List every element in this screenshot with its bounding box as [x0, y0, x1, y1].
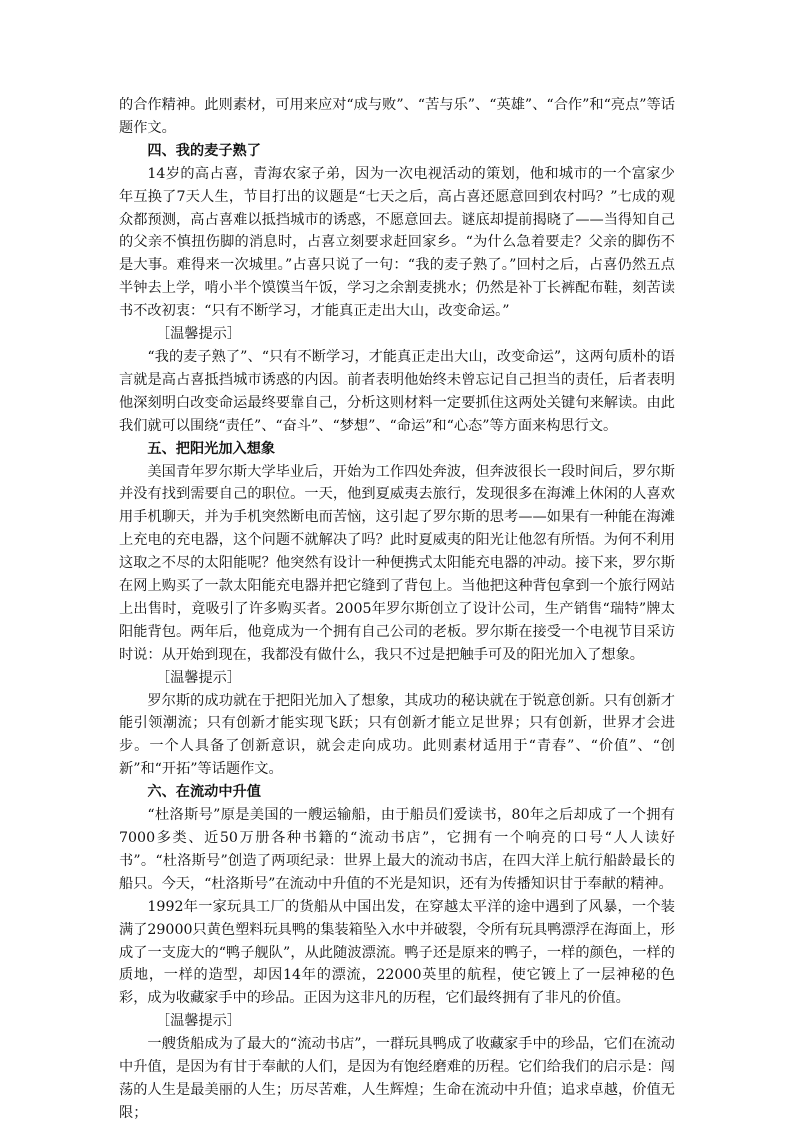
paragraph: 14岁的高占喜，青海农家子弟，因为一次电视活动的策划，他和城市的一个富家少年互换了7天人生，节目打出的议题是“七天之后，高占喜还愿意回到农村吗？”七成的观众都预测，高占喜难以抵挡城市的诱惑，不愿意回去。谜底却提前揭晓了——当得知自己的父亲不慎扭伤脚的消息时，占喜立刻要求赶回家乡。“为什么急着要走？父亲的脚伤不是大事。难得来一次城里。”占喜只说了一句：“我的麦子熟了。”回村之后，占喜仍然五点半钟去上学，啃小半个馍馍当午饭，学习之余割麦挑水；仍然是补丁长裤配布鞋，刻苦读书不改初衷：“只有不断学习，才能真正走出大山，改变命运。” — [119, 165, 675, 320]
paragraph: 美国青年罗尔斯大学毕业后，开始为工作四处奔波，但奔波很长一段时间后，罗尔斯并没有找到需要自己的职位。一天，他到夏威夷去旅行，发现很多在海滩上休闲的人喜欢用手机聊天，并为手机突然断电而苦恼，这引起了罗尔斯的思考——如果有一种能在海滩上充电的充电器，这个问题不就解决了吗？此时夏威夷的阳光让他忽有所悟。为何不利用这取之不尽的太阳能呢？他突然有设计一种便携式太阳能充电器的冲动。接下来，罗尔斯在网上购买了一款太阳能充电器并把它缝到了背包上。当他把这种背包拿到一个旅行网站上出售时，竟吸引了许多购买者。2005年罗尔斯创立了设计公司，生产销售“瑞特”牌太阳能背包。两年后，他竟成为一个拥有自己公司的老板。罗尔斯在接受一个电视节目采访时说：从开始到现在，我都没有做什么，我只不过是把触手可及的阳光加入了想象。 — [119, 463, 675, 663]
tip-label: ［温馨提示］ — [155, 669, 242, 686]
paragraph: 1992年一家玩具工厂的货船从中国出发，在穿越太平洋的途中遇到了风暴，一个装满了29000只黄色塑料玩具鸭的集装箱坠入水中并破裂，令所有玩具鸭漂浮在海面上，形成了一支庞大的“鸭子舰队”，从此随波漂流。鸭子还是原来的鸭子，一样的颜色，一样的质地，一样的造型，却因14年的漂流，22000英里的航程，使它镀上了一层神秘的色彩，成为收藏家手中的珍品。正因为这非凡的历程，它们最终拥有了非凡的价值。 — [119, 898, 675, 1007]
paragraph: “我的麦子熟了”、“只有不断学习，才能真正走出大山，改变命运”，这两句质朴的语言就是高占喜抵挡城市诱惑的内因。前者表明他始终未曾忘记自己担当的责任，后者表明他深刻明白改变命运最终要靠自己，分析这则材料一定要抓住这两处关键句来解读。由此我们就可以围绕“责任”、“奋斗”、“梦想”、“命运”和“心态”等方面来构思行文。 — [119, 348, 675, 434]
section-heading: 六、在流动中升值 — [147, 784, 261, 801]
tip-label: ［温馨提示］ — [155, 326, 242, 343]
document-page — [119, 94, 675, 1125]
section-heading: 五、把阳光加入想象 — [147, 440, 276, 457]
paragraph: 的合作精神。此则素材，可用来应对“成与败”、“苦与乐”、“英雄”、“合作”和“亮点”等话题作文。 — [119, 97, 675, 136]
paragraph: “杜洛斯号”原是美国的一艘运输船，由于船员们爱读书，80年之后却成了一个拥有7000多类、近50万册各种书籍的“流动书店”，它拥有一个响亮的口号“人人读好书”。“杜洛斯号”创造了两项纪录：世界上最大的流动书店，在四大洋上航行船龄最长的船只。今天，“杜洛斯号”在流动中升值的不光是知识，还有为传播知识甘于奉献的精神。 — [119, 807, 675, 892]
paragraph: 一艘货船成为了最大的“流动书店”，一群玩具鸭成了收藏家手中的珍品，它们在流动中升值，是因为有甘于奉献的人们，是因为有饱经磨难的历程。它们给我们的启示是：闯荡的人生是最美丽的人生；历尽苦难，人生辉煌；生命在流动中升值；追求卓越，价值无限； — [119, 1036, 675, 1121]
paragraph: 罗尔斯的成功就在于把阳光加入了想象，其成功的秘诀就在于锐意创新。只有创新才能引领潮流；只有创新才能实现飞跃；只有创新才能立足世界；只有创新，世界才会进步。一个人具备了创新意识，就会走向成功。此则素材适用于“青春”、“价值”、“创新”和“开拓”等话题作文。 — [119, 692, 675, 778]
section-heading: 四、我的麦子熟了 — [147, 142, 261, 159]
tip-label: ［温馨提示］ — [155, 1013, 242, 1030]
